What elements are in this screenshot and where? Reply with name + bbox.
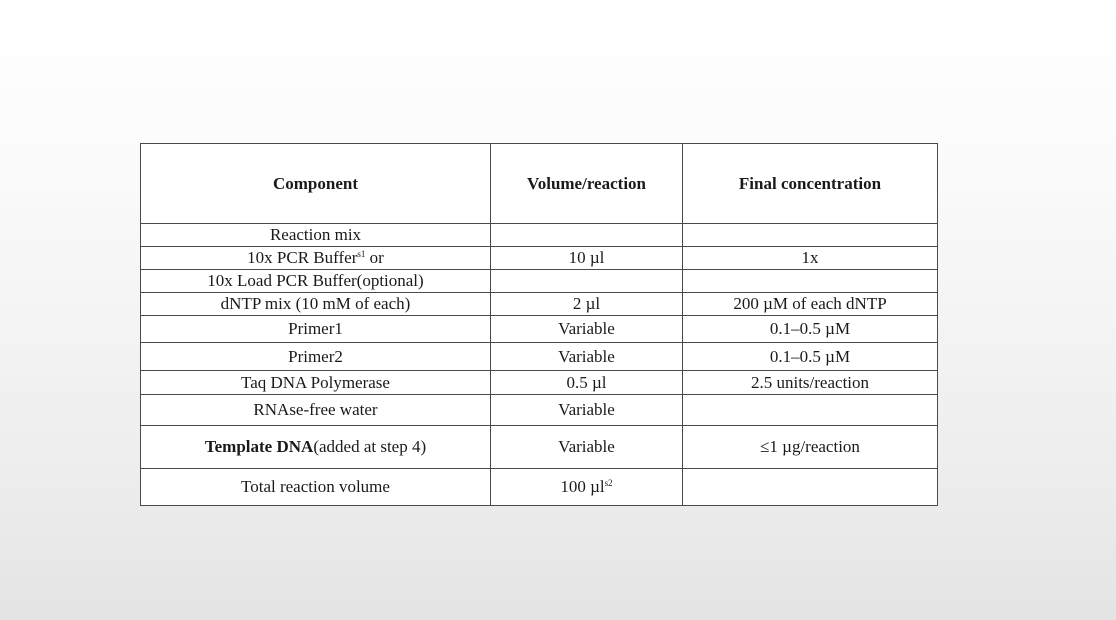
component-cell: Primer2 [141, 343, 491, 371]
component-cell: RNAse-free water [141, 395, 491, 426]
component-cell: Total reaction volume [141, 469, 491, 506]
concentration-cell: 2.5 units/reaction [683, 371, 938, 395]
table-row [141, 316, 938, 343]
table-row [141, 247, 938, 270]
concentration-cell: 1x [683, 247, 938, 270]
volume-cell [491, 224, 683, 247]
component-cell [141, 426, 491, 469]
volume-cell: 2 µl [491, 293, 683, 316]
table-row [141, 224, 938, 247]
table-row [141, 293, 938, 316]
concentration-cell: 200 µM of each dNTP [683, 293, 938, 316]
component-cell: dNTP mix (10 mM of each) [141, 293, 491, 316]
volume-cell: 10 µl [491, 247, 683, 270]
concentration-cell [683, 395, 938, 426]
table-row [141, 426, 938, 469]
table-row-total [141, 469, 938, 506]
volume-cell: Variable [491, 316, 683, 343]
component-cell: Primer1 [141, 316, 491, 343]
concentration-cell [683, 224, 938, 247]
volume-cell: Variable [491, 426, 683, 469]
volume-cell: 0.5 µl [491, 371, 683, 395]
concentration-cell [683, 270, 938, 293]
footnote-marker: s2 [604, 478, 613, 488]
component-text: 10x PCR Buffer [247, 248, 358, 267]
table-row [141, 270, 938, 293]
volume-cell: Variable [491, 343, 683, 371]
component-suffix: or [365, 248, 384, 267]
header-volume: Volume/reaction [491, 144, 683, 224]
table-row [141, 395, 938, 426]
concentration-cell: 0.1–0.5 µM [683, 316, 938, 343]
concentration-cell [683, 469, 938, 506]
footnote-marker: s1 [357, 249, 366, 259]
concentration-cell: ≤1 µg/reaction [683, 426, 938, 469]
table-row [141, 371, 938, 395]
component-bold-text: Template DNA [204, 437, 314, 456]
volume-cell [491, 270, 683, 293]
component-cell: Taq DNA Polymerase [141, 371, 491, 395]
component-cell: Reaction mix [141, 224, 491, 247]
header-component: Component [141, 144, 491, 224]
component-cell: 10x Load PCR Buffer(optional) [141, 270, 491, 293]
volume-text: 100 µl [560, 477, 605, 496]
pcr-reaction-table [140, 143, 938, 506]
component-note: (added at step 4) [313, 437, 427, 456]
header-row [141, 144, 938, 224]
concentration-cell: 0.1–0.5 µM [683, 343, 938, 371]
volume-cell: Variable [491, 395, 683, 426]
component-cell [141, 247, 491, 270]
table-row [141, 343, 938, 371]
volume-cell [491, 469, 683, 506]
header-final-concentration: Final concentration [683, 144, 938, 224]
